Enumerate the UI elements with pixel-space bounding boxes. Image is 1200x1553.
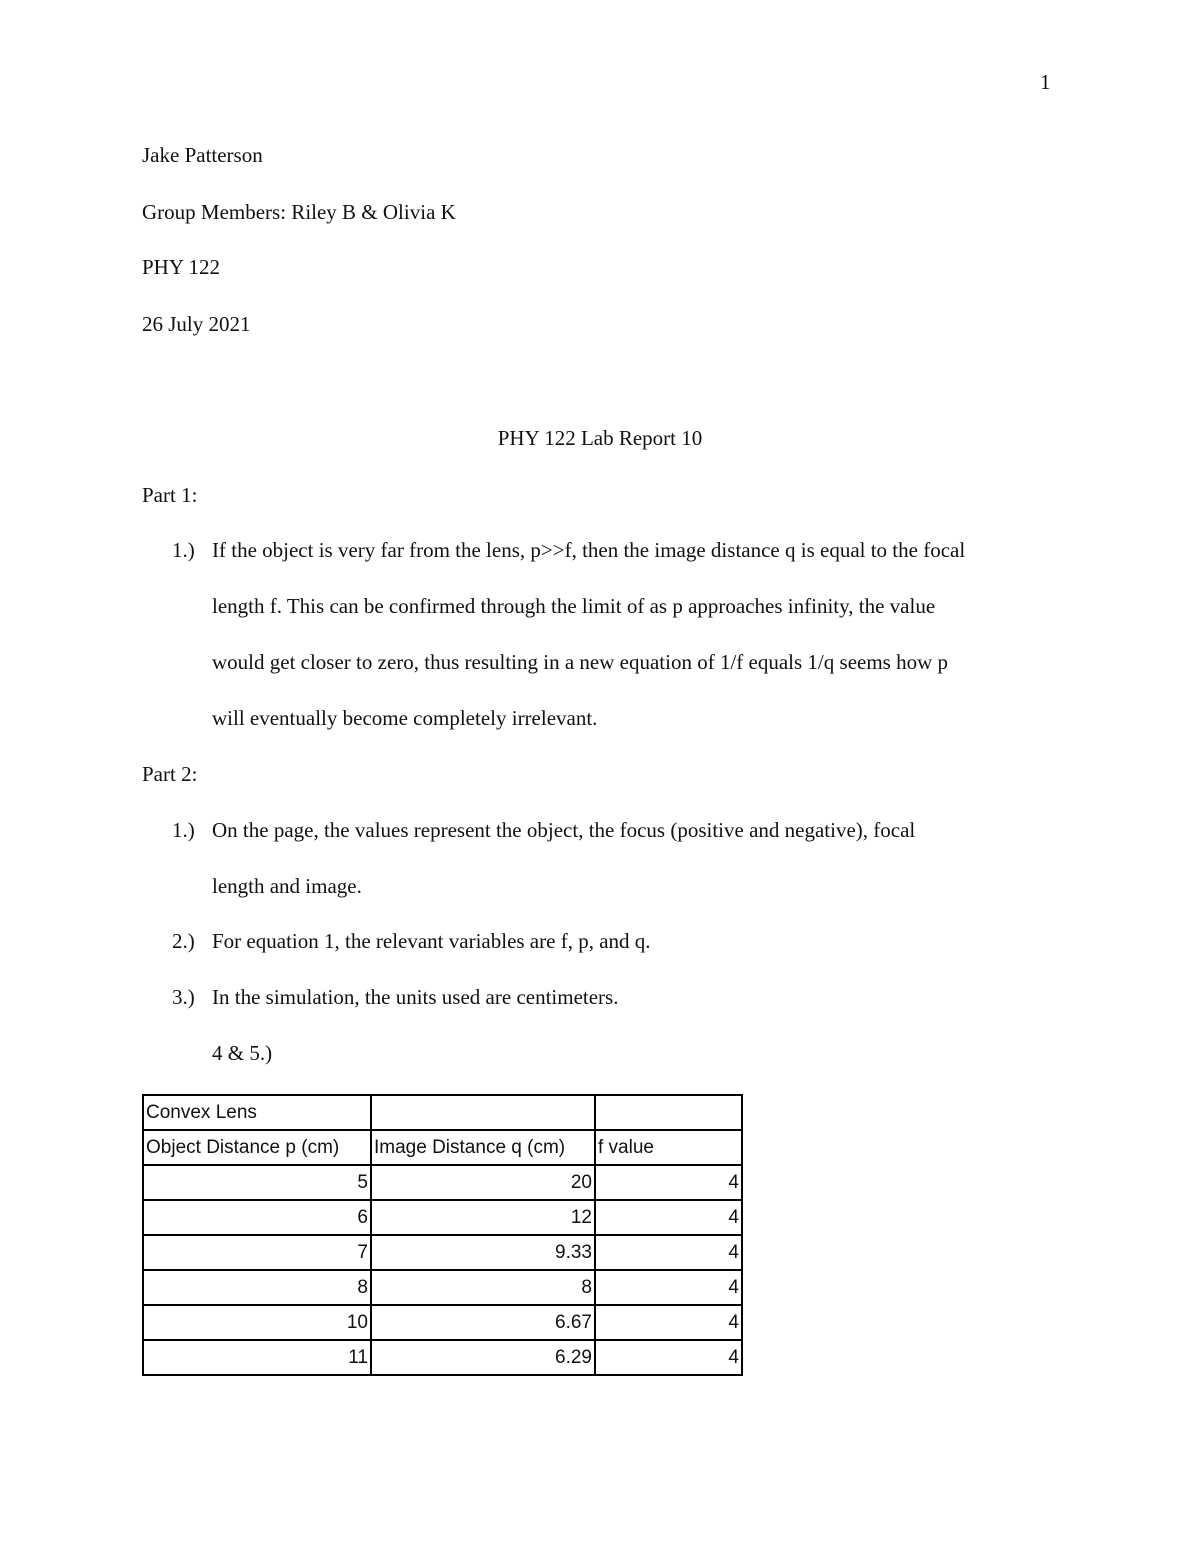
group-members: Group Members: Riley B & Olivia K — [142, 200, 456, 224]
table-cell: 4 — [595, 1165, 742, 1200]
item-text: would get closer to zero, thus resulting in a new equation of 1/f equals 1/q seems how p — [212, 650, 949, 674]
part1-heading: Part 1: — [142, 483, 198, 507]
part2-item1 — [172, 818, 915, 843]
table-row — [143, 1340, 742, 1375]
table-cell: 4 — [595, 1200, 742, 1235]
item-number: 3.) — [172, 985, 195, 1009]
part2-heading: Part 2: — [142, 762, 198, 786]
convex-lens-table — [142, 1094, 743, 1376]
author-name: Jake Patterson — [142, 143, 263, 167]
part2-item3 — [172, 985, 618, 1010]
table-cell: 9.33 — [371, 1235, 595, 1270]
item-number: 1.) — [172, 818, 195, 842]
table-row — [143, 1270, 742, 1305]
table-cell-empty — [595, 1095, 742, 1130]
item-text: length f. This can be confirmed through the limit of as p approaches infinity, the value — [212, 594, 936, 618]
table-cell-empty — [371, 1095, 595, 1130]
item-text: In the simulation, the units used are centimeters. — [212, 985, 619, 1009]
table-row — [143, 1165, 742, 1200]
table-row — [143, 1235, 742, 1270]
table-header-row — [143, 1130, 742, 1165]
table-row — [143, 1200, 742, 1235]
item-text: If the object is very far from the lens, p>>f, then the image distance q is equal to the focal — [212, 538, 966, 562]
table-cell: 6 — [143, 1200, 371, 1235]
item-number: 1.) — [172, 538, 195, 562]
part1-item1 — [172, 538, 965, 563]
table-cell: 8 — [371, 1270, 595, 1305]
table-cell: 5 — [143, 1165, 371, 1200]
column-header-image-distance: Image Distance q (cm) — [371, 1130, 595, 1165]
table-cell: 6.29 — [371, 1340, 595, 1375]
table-cell: 4 — [595, 1305, 742, 1340]
page-number: 1 — [1040, 70, 1051, 94]
item-text: On the page, the values represent the object, the focus (positive and negative), focal — [212, 818, 916, 842]
table-cell: 20 — [371, 1165, 595, 1200]
table-title-row — [143, 1095, 742, 1130]
table-cell: 11 — [143, 1340, 371, 1375]
table-row — [143, 1305, 742, 1340]
column-header-object-distance: Object Distance p (cm) — [143, 1130, 371, 1165]
report-title: PHY 122 Lab Report 10 — [497, 426, 703, 450]
table-title: Convex Lens — [143, 1095, 371, 1130]
table-cell: 4 — [595, 1235, 742, 1270]
item-number: 2.) — [172, 929, 195, 953]
table-cell: 10 — [143, 1305, 371, 1340]
table-cell: 4 — [595, 1340, 742, 1375]
report-date: 26 July 2021 — [142, 312, 251, 336]
column-header-f-value: f value — [595, 1130, 742, 1165]
table-cell: 6.67 — [371, 1305, 595, 1340]
part2-item2 — [172, 929, 651, 954]
part2-item45: 4 & 5.) — [212, 1041, 273, 1065]
table-cell: 8 — [143, 1270, 371, 1305]
table-cell: 7 — [143, 1235, 371, 1270]
course-code: PHY 122 — [142, 255, 220, 279]
item-text: will eventually become completely irrelevant. — [212, 706, 598, 730]
table-cell: 12 — [371, 1200, 595, 1235]
item-text: length and image. — [212, 874, 362, 898]
table-cell: 4 — [595, 1270, 742, 1305]
item-text: For equation 1, the relevant variables are f, p, and q. — [212, 929, 651, 953]
